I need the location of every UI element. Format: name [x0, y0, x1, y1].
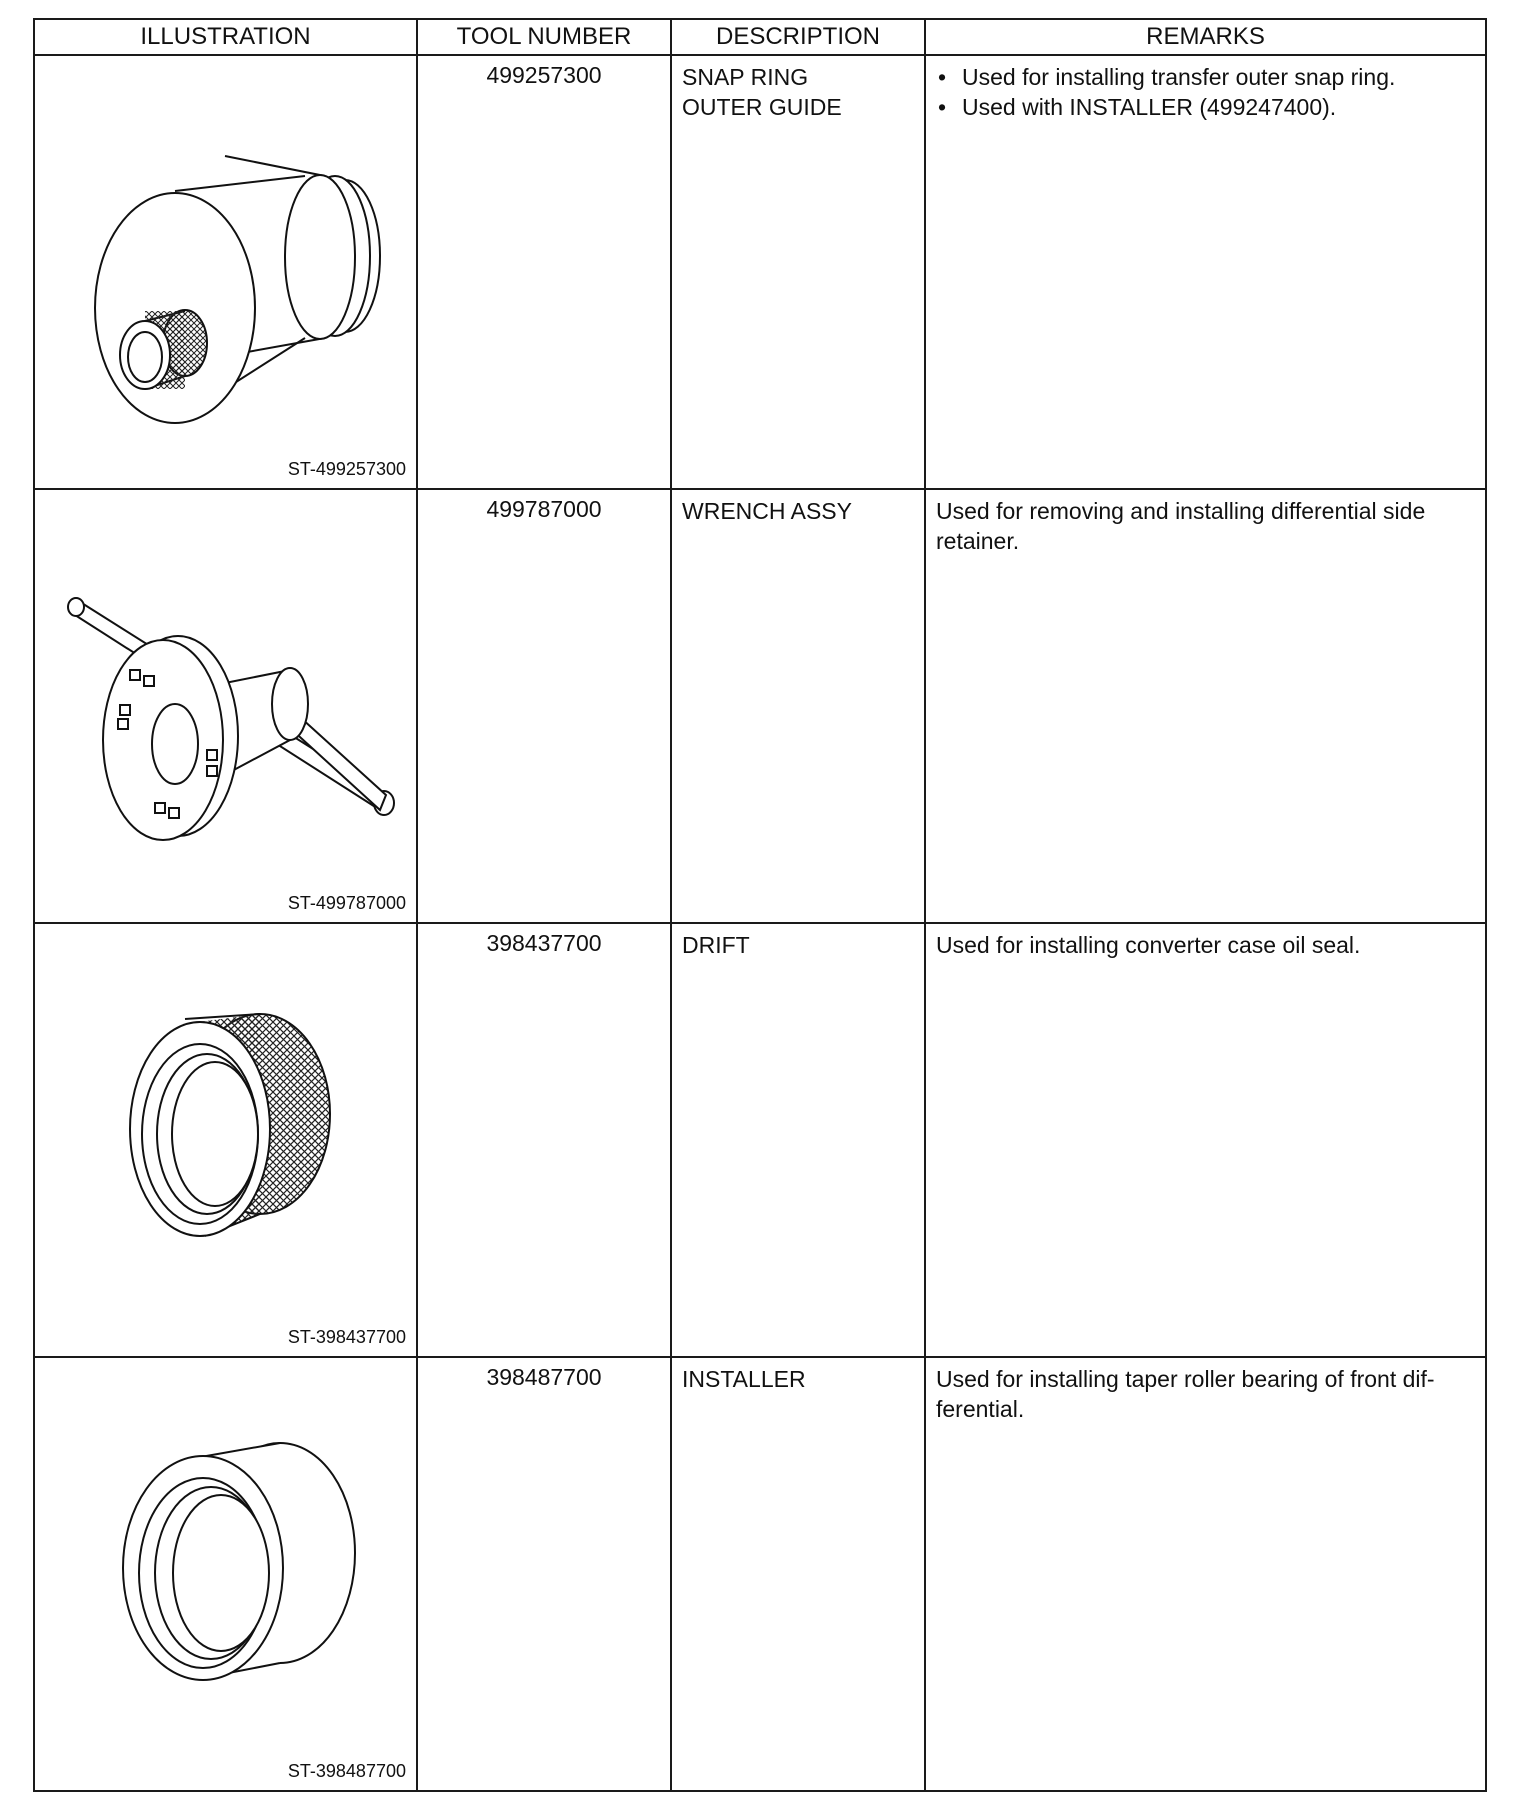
tool-number-cell: 499257300 [417, 55, 671, 489]
remarks-cell [925, 55, 1486, 489]
table-row [34, 1357, 1486, 1791]
header-tool-number: TOOL NUMBER [417, 19, 671, 55]
tool-number-cell: 398487700 [417, 1357, 671, 1791]
table-row [34, 55, 1486, 489]
header-remarks: REMARKS [925, 19, 1486, 55]
table-row [34, 923, 1486, 1357]
special-tools-table [33, 18, 1487, 1792]
wrench-assy-illustration [35, 490, 415, 890]
remarks-cell [925, 1357, 1486, 1791]
remark-text: Used for removing and installing differential side retainer. [936, 498, 1426, 554]
remark-item: • Used with INSTALLER (499247400). [936, 92, 1475, 122]
description-line: DRIFT [682, 932, 750, 958]
remarks-list [936, 62, 1475, 122]
snap-ring-outer-guide-illustration [35, 56, 415, 456]
illustration-code: ST-499787000 [287, 893, 406, 913]
header-row [34, 19, 1486, 55]
special-tools-sheet [33, 18, 1485, 1792]
illustration-code: ST-398437700 [287, 1327, 406, 1347]
description-line: WRENCH ASSY [682, 498, 852, 524]
drift-illustration [35, 924, 415, 1324]
remarks-cell [925, 923, 1486, 1357]
illustration-cell [34, 1357, 417, 1791]
description-line: INSTALLER [682, 1366, 806, 1392]
remark-item: • Used for installing transfer outer snap ring. [936, 62, 1475, 92]
remarks-cell [925, 489, 1486, 923]
description-cell [671, 1357, 925, 1791]
header-illustration: ILLUSTRATION [34, 19, 417, 55]
description-line: OUTER GUIDE [682, 94, 842, 120]
tool-number-cell: 499787000 [417, 489, 671, 923]
description-cell [671, 489, 925, 923]
header-description: DESCRIPTION [671, 19, 925, 55]
table-row [34, 489, 1486, 923]
illustration-code: ST-398487700 [287, 1761, 406, 1781]
remark-text: Used for installing taper roller bearing of front dif- ferential. [936, 1366, 1435, 1422]
illustration-cell [34, 489, 417, 923]
remark-text: Used for installing converter case oil seal. [936, 932, 1361, 958]
description-line: SNAP RING [682, 64, 809, 90]
tool-number-cell: 398437700 [417, 923, 671, 1357]
installer-illustration [35, 1358, 415, 1758]
illustration-code: ST-499257300 [287, 459, 406, 479]
illustration-cell [34, 55, 417, 489]
illustration-cell [34, 923, 417, 1357]
description-cell [671, 55, 925, 489]
description-cell [671, 923, 925, 1357]
